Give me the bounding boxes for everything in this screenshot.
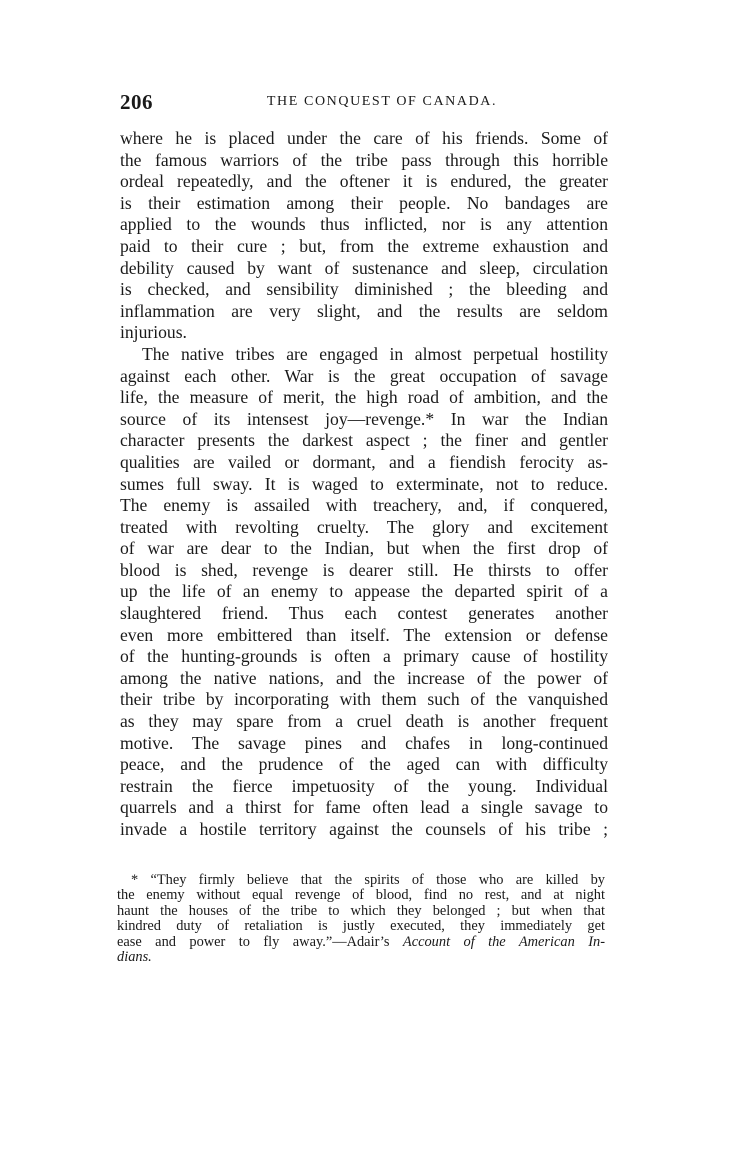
text-line: up the life of an enemy to appease the departed spirit of a — [120, 581, 608, 602]
text-line: quarrels and a thirst for fame often lead a single savage to — [120, 797, 608, 818]
footnote-line: the enemy without equal revenge of blood, find no rest, and at night — [117, 887, 605, 904]
text-line: of the hunting-grounds is often a primary cause of hostility — [120, 646, 608, 667]
text-line: invade a hostile territory against the counsels of his tribe ; — [120, 819, 608, 839]
text-line: treated with revolting cruelty. The glory and excitement — [120, 516, 608, 537]
footnote-line: kindred duty of retaliation is justly executed, they immediately get — [117, 918, 605, 935]
body-text — [120, 128, 608, 841]
text-line: life, the measure of merit, the high road of ambition, and the — [120, 387, 608, 408]
text-line: where he is placed under the care of his friends. Some of — [120, 128, 608, 148]
text-line: peace, and the prudence of the aged can with difficulty — [120, 754, 608, 775]
text-line: inflammation are very slight, and the results are seldom — [120, 300, 608, 321]
text-line: the famous warriors of the tribe pass through this horrible — [120, 149, 608, 170]
text-line: even more embittered than itself. The extension or defense — [120, 624, 608, 645]
text-line: ordeal repeatedly, and the oftener it is endured, the greater — [120, 171, 608, 192]
footnote-line: haunt the houses of the tribe to which they belonged ; but when that — [117, 902, 605, 919]
text-line: blood is shed, revenge is dearer still. He thirsts to offer — [120, 559, 608, 580]
text-line: applied to the wounds thus inflicted, nor is any attention — [120, 214, 608, 235]
text-line: is their estimation among their people. No bandages are — [120, 192, 608, 213]
text-line: among the native nations, and the increase of the power of — [120, 667, 608, 688]
running-title: THE CONQUEST OF CANADA. — [266, 94, 498, 109]
paragraph-end-line: injurious. — [120, 322, 187, 343]
text-line: character presents the darkest aspect ; the finer and gentler — [120, 430, 608, 451]
text-line: debility caused by want of sustenance and sleep, circulation — [120, 257, 608, 278]
text-line: paid to their cure ; but, from the extreme exhaustion and — [120, 235, 608, 256]
footnote-line: * “They firmly believe that the spirits of those who are killed by — [131, 872, 605, 888]
text-line: is checked, and sensibility diminished ; the bleeding and — [120, 279, 608, 300]
text-line: slaughtered friend. Thus each contest generates another — [120, 603, 608, 624]
text-line: source of its intensest joy—revenge.* In war the Indian — [120, 408, 608, 429]
text-line: of war are dear to the Indian, but when the first drop of — [120, 538, 608, 559]
text-line: motive. The savage pines and chafes in long-continued — [120, 732, 608, 753]
footnote-line — [117, 950, 605, 965]
page-number: 206 — [120, 90, 153, 114]
footnote-line — [117, 935, 605, 950]
footnote — [117, 873, 605, 965]
text-line: against each other. War is the great occupation of savage — [120, 365, 608, 386]
text-line: qualities are vailed or dormant, and a fiendish ferocity as- — [120, 451, 608, 472]
text-line: their tribe by incorporating with them such of the vanquished — [120, 689, 608, 710]
text-line: as they may spare from a cruel death is another frequent — [120, 711, 608, 732]
footnote-text: ease and power to fly away.”—Adair’s — [117, 933, 403, 950]
text-line: restrain the fierce impetuosity of the young. Individual — [120, 775, 608, 796]
paragraph-start-line: The native tribes are engaged in almost perpetual hostility — [142, 343, 608, 364]
text-line: The enemy is assailed with treachery, and, if conquered, — [120, 495, 608, 516]
footnote-citation: Account of the American In- — [402, 933, 606, 950]
footnote-citation: dians. — [117, 948, 152, 965]
text-line: sumes full sway. It is waged to exterminate, not to reduce. — [120, 473, 608, 494]
page-header — [120, 90, 608, 116]
